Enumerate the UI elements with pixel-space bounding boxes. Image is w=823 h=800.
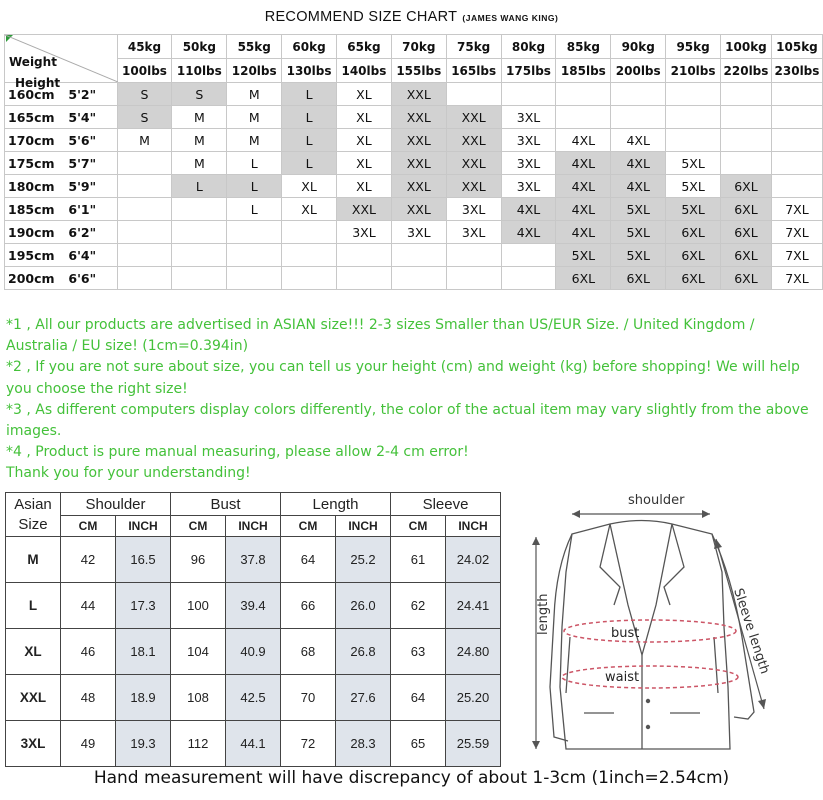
size-cell	[446, 83, 501, 106]
weight-kg-header: 80kg	[501, 35, 556, 59]
size-cell	[611, 106, 666, 129]
weight-lbs-header: 100lbs	[117, 59, 172, 83]
size-cell	[227, 221, 282, 244]
weight-lbs-header: 210lbs	[666, 59, 721, 83]
measure-size: XL	[6, 629, 61, 675]
measure-cm-value: 66	[281, 583, 336, 629]
measure-inch-value: 24.41	[446, 583, 501, 629]
weight-lbs-header: 185lbs	[556, 59, 611, 83]
size-cell: M	[117, 129, 172, 152]
height-ft: 6'1"	[62, 198, 117, 221]
size-cell	[172, 267, 227, 290]
chart-title	[0, 6, 823, 25]
size-cell: XXL	[391, 106, 446, 129]
size-cell	[666, 83, 721, 106]
recommend-size-grid	[4, 34, 823, 290]
size-cell: 6XL	[611, 267, 666, 290]
size-cell	[227, 244, 282, 267]
measure-inch-value: 26.8	[336, 629, 391, 675]
size-cell: 5XL	[666, 198, 721, 221]
unit-inch-header: INCH	[226, 516, 281, 537]
chart-title-main: RECOMMEND SIZE CHART	[264, 9, 458, 25]
size-cell	[721, 152, 772, 175]
size-cell: XXL	[446, 152, 501, 175]
height-cm: 185cm	[5, 198, 63, 221]
height-cm: 160cm	[5, 83, 63, 106]
size-cell: 3XL	[501, 106, 556, 129]
size-cell: 6XL	[666, 267, 721, 290]
size-cell: 3XL	[501, 129, 556, 152]
height-ft: 5'6"	[62, 129, 117, 152]
size-cell: 7XL	[771, 267, 822, 290]
measure-cm-value: 48	[61, 675, 116, 721]
size-cell	[282, 244, 337, 267]
weight-lbs-header: 230lbs	[771, 59, 822, 83]
size-cell	[501, 267, 556, 290]
height-cm: 200cm	[5, 267, 63, 290]
weight-kg-header: 50kg	[172, 35, 227, 59]
measurement-table	[5, 492, 501, 767]
measure-cm-value: 42	[61, 537, 116, 583]
measure-inch-value: 25.59	[446, 721, 501, 767]
notes-block	[6, 315, 818, 485]
size-cell	[501, 244, 556, 267]
weight-lbs-header: 130lbs	[282, 59, 337, 83]
size-cell: 4XL	[611, 129, 666, 152]
weight-kg-header: 75kg	[446, 35, 501, 59]
size-grid-row	[5, 267, 823, 290]
measure-cm-value: 108	[171, 675, 226, 721]
size-cell: 7XL	[771, 244, 822, 267]
unit-cm-header: CM	[61, 516, 116, 537]
unit-cm-header: CM	[171, 516, 226, 537]
size-cell: 4XL	[611, 152, 666, 175]
weight-kg-header: 100kg	[721, 35, 772, 59]
size-cell	[117, 152, 172, 175]
size-cell	[337, 267, 392, 290]
height-cm: 175cm	[5, 152, 63, 175]
size-grid-row	[5, 175, 823, 198]
size-cell	[227, 267, 282, 290]
weight-lbs-header: 200lbs	[611, 59, 666, 83]
measure-cm-value: 46	[61, 629, 116, 675]
size-cell: 5XL	[611, 221, 666, 244]
measure-size: L	[6, 583, 61, 629]
measure-row	[6, 721, 501, 767]
size-cell: 6XL	[721, 267, 772, 290]
size-cell	[337, 244, 392, 267]
size-cell: 4XL	[501, 198, 556, 221]
shoulder-label: shoulder	[628, 493, 685, 508]
size-cell: M	[172, 152, 227, 175]
weight-kg-header: 95kg	[666, 35, 721, 59]
note-thanks: Thank you for your understanding!	[6, 465, 251, 482]
size-cell: 4XL	[556, 152, 611, 175]
height-ft: 5'7"	[62, 152, 117, 175]
measure-inch-value: 16.5	[116, 537, 171, 583]
size-cell: M	[172, 106, 227, 129]
note-1: *1 , All our products are advertised in ASIAN size!!! 2-3 sizes Smaller than US/EUR Size. / United Kingdom / Australia / EU size! (1cm=0.394in)	[6, 317, 755, 355]
size-cell: XL	[337, 152, 392, 175]
size-cell: L	[282, 106, 337, 129]
group-shoulder: Shoulder	[61, 493, 171, 516]
size-cell: L	[282, 129, 337, 152]
size-cell: XXL	[446, 106, 501, 129]
size-cell: L	[282, 152, 337, 175]
size-cell: 5XL	[666, 175, 721, 198]
size-cell: XXL	[391, 83, 446, 106]
measure-cm-value: 100	[171, 583, 226, 629]
measure-inch-value: 37.8	[226, 537, 281, 583]
size-cell	[771, 129, 822, 152]
size-cell: 5XL	[611, 198, 666, 221]
measure-inch-value: 44.1	[226, 721, 281, 767]
weight-kg-header: 55kg	[227, 35, 282, 59]
weight-kg-header: 105kg	[771, 35, 822, 59]
weight-lbs-header: 110lbs	[172, 59, 227, 83]
jacket-diagram	[510, 487, 810, 762]
size-cell: 6XL	[666, 221, 721, 244]
size-cell: XL	[337, 129, 392, 152]
weight-kg-header: 70kg	[391, 35, 446, 59]
size-cell: XXL	[391, 152, 446, 175]
footer-note: Hand measurement will have discrepancy of about 1-3cm (1inch=2.54cm)	[93, 768, 730, 788]
size-cell: S	[172, 83, 227, 106]
size-cell: 6XL	[721, 221, 772, 244]
measure-inch-value: 24.80	[446, 629, 501, 675]
measure-size: XXL	[6, 675, 61, 721]
note-3: *3 , As different computers display colors differently, the color of the actual item may vary slightly from the above images.	[6, 401, 809, 440]
size-grid-row	[5, 106, 823, 129]
size-cell	[556, 106, 611, 129]
weight-kg-header: 45kg	[117, 35, 172, 59]
measure-row	[6, 537, 501, 583]
measure-cm-value: 65	[391, 721, 446, 767]
size-cell	[721, 106, 772, 129]
size-cell	[117, 267, 172, 290]
size-cell: 6XL	[721, 175, 772, 198]
size-grid-row	[5, 221, 823, 244]
size-cell: 4XL	[556, 175, 611, 198]
measure-inch-value: 19.3	[116, 721, 171, 767]
measure-cm-value: 104	[171, 629, 226, 675]
asian-size-header	[6, 493, 61, 537]
size-cell: XXL	[391, 175, 446, 198]
measure-cm-value: 112	[171, 721, 226, 767]
size-cell	[117, 244, 172, 267]
height-cm: 180cm	[5, 175, 63, 198]
weight-lbs-header: 140lbs	[337, 59, 392, 83]
unit-cm-header: CM	[281, 516, 336, 537]
size-cell: M	[172, 129, 227, 152]
size-cell: 3XL	[501, 152, 556, 175]
asian-size-line2: Size	[18, 515, 48, 533]
unit-inch-header: INCH	[446, 516, 501, 537]
size-cell	[666, 129, 721, 152]
measure-inch-value: 28.3	[336, 721, 391, 767]
size-cell: 7XL	[771, 221, 822, 244]
size-cell	[391, 244, 446, 267]
size-cell: XXL	[446, 129, 501, 152]
note-4: *4 , Product is pure manual measuring, please allow 2-4 cm error!	[6, 444, 469, 461]
jacket-outline	[550, 521, 754, 750]
measure-cm-value: 63	[391, 629, 446, 675]
height-ft: 5'9"	[62, 175, 117, 198]
measure-row	[6, 583, 501, 629]
size-cell	[282, 267, 337, 290]
height-cm: 165cm	[5, 106, 63, 129]
size-cell: 4XL	[556, 198, 611, 221]
height-ft: 6'4"	[62, 244, 117, 267]
corner-weight-label: Weight	[9, 55, 57, 69]
size-cell: XXL	[391, 129, 446, 152]
length-label: length	[536, 593, 551, 635]
size-cell	[771, 175, 822, 198]
measure-inch-value: 39.4	[226, 583, 281, 629]
weight-lbs-header: 155lbs	[391, 59, 446, 83]
size-grid-row	[5, 129, 823, 152]
size-cell	[172, 244, 227, 267]
measure-size: M	[6, 537, 61, 583]
size-cell	[172, 221, 227, 244]
size-cell: M	[227, 129, 282, 152]
note-2: *2 , If you are not sure about size, you can tell us your height (cm) and weight (kg) before shopping! We will help you choose the right size!	[6, 359, 800, 397]
size-cell: 3XL	[501, 175, 556, 198]
size-cell: 6XL	[666, 244, 721, 267]
chart-title-brand: (JAMES WANG KING)	[462, 13, 559, 23]
measure-size: 3XL	[6, 721, 61, 767]
size-cell	[771, 152, 822, 175]
size-cell: M	[227, 83, 282, 106]
bust-marker	[564, 620, 736, 642]
weight-lbs-header: 220lbs	[721, 59, 772, 83]
measure-cm-value: 64	[391, 675, 446, 721]
corner-height-label: Height	[15, 76, 61, 90]
weight-kg-header: 60kg	[282, 35, 337, 59]
measure-cm-value: 61	[391, 537, 446, 583]
measure-inch-value: 25.2	[336, 537, 391, 583]
size-cell: XXL	[337, 198, 392, 221]
measure-inch-value: 17.3	[116, 583, 171, 629]
size-grid-row	[5, 83, 823, 106]
size-cell: 4XL	[556, 221, 611, 244]
measure-inch-value: 26.0	[336, 583, 391, 629]
size-cell: 5XL	[666, 152, 721, 175]
unit-cm-header: CM	[391, 516, 446, 537]
weight-lbs-header: 165lbs	[446, 59, 501, 83]
group-sleeve: Sleeve	[391, 493, 501, 516]
size-cell	[446, 267, 501, 290]
size-cell	[666, 106, 721, 129]
height-cm: 190cm	[5, 221, 63, 244]
size-cell	[501, 83, 556, 106]
height-ft: 6'6"	[62, 267, 117, 290]
weight-kg-header: 90kg	[611, 35, 666, 59]
size-cell: L	[227, 152, 282, 175]
group-bust: Bust	[171, 493, 281, 516]
weight-kg-header: 85kg	[556, 35, 611, 59]
size-grid-row	[5, 198, 823, 221]
asian-size-line1: Asian	[14, 495, 52, 513]
size-cell: XXL	[446, 175, 501, 198]
size-cell: XXL	[391, 198, 446, 221]
size-cell	[771, 106, 822, 129]
size-cell: L	[282, 83, 337, 106]
size-cell	[117, 175, 172, 198]
bust-label: bust	[611, 626, 640, 641]
group-length: Length	[281, 493, 391, 516]
measure-cm-value: 62	[391, 583, 446, 629]
size-cell: XL	[282, 198, 337, 221]
weight-lbs-header: 175lbs	[501, 59, 556, 83]
size-cell	[611, 83, 666, 106]
size-cell: 4XL	[556, 129, 611, 152]
measure-row	[6, 675, 501, 721]
size-cell: 6XL	[556, 267, 611, 290]
size-cell: 7XL	[771, 198, 822, 221]
size-cell: L	[172, 175, 227, 198]
size-cell	[117, 198, 172, 221]
measure-cm-value: 64	[281, 537, 336, 583]
size-cell: XL	[337, 83, 392, 106]
measure-cm-value: 96	[171, 537, 226, 583]
size-cell: S	[117, 106, 172, 129]
height-ft: 5'2"	[62, 83, 117, 106]
size-cell: XL	[282, 175, 337, 198]
measure-row	[6, 629, 501, 675]
waist-label: waist	[605, 670, 640, 685]
measure-inch-value: 40.9	[226, 629, 281, 675]
size-cell: L	[227, 198, 282, 221]
size-cell: 6XL	[721, 244, 772, 267]
measure-cm-value: 44	[61, 583, 116, 629]
size-cell	[771, 83, 822, 106]
grid-corner	[5, 35, 118, 90]
size-cell	[721, 83, 772, 106]
size-cell: 6XL	[721, 198, 772, 221]
unit-inch-header: INCH	[336, 516, 391, 537]
weight-lbs-header: 120lbs	[227, 59, 282, 83]
size-cell: 3XL	[446, 198, 501, 221]
measure-cm-value: 72	[281, 721, 336, 767]
measure-inch-value: 42.5	[226, 675, 281, 721]
weight-kg-header: 65kg	[337, 35, 392, 59]
size-cell	[172, 198, 227, 221]
measure-cm-value: 70	[281, 675, 336, 721]
size-cell: M	[227, 106, 282, 129]
size-grid-row	[5, 244, 823, 267]
size-cell	[721, 129, 772, 152]
size-cell: 5XL	[556, 244, 611, 267]
measure-inch-value: 18.1	[116, 629, 171, 675]
measure-inch-value: 27.6	[336, 675, 391, 721]
size-cell: S	[117, 83, 172, 106]
height-cm: 170cm	[5, 129, 63, 152]
size-cell: 3XL	[337, 221, 392, 244]
measure-inch-value: 18.9	[116, 675, 171, 721]
size-cell	[117, 221, 172, 244]
size-cell	[282, 221, 337, 244]
height-ft: 5'4"	[62, 106, 117, 129]
size-cell: XL	[337, 175, 392, 198]
size-cell: L	[227, 175, 282, 198]
measure-inch-value: 24.02	[446, 537, 501, 583]
sleeve-label: Sleeve length	[730, 586, 773, 676]
measure-inch-value: 25.20	[446, 675, 501, 721]
size-cell: 3XL	[391, 221, 446, 244]
measure-cm-value: 68	[281, 629, 336, 675]
waist-marker	[562, 666, 738, 688]
height-ft: 6'2"	[62, 221, 117, 244]
size-cell	[556, 83, 611, 106]
size-cell: 4XL	[611, 175, 666, 198]
size-cell	[446, 244, 501, 267]
size-cell: 4XL	[501, 221, 556, 244]
size-grid-row	[5, 152, 823, 175]
unit-inch-header: INCH	[116, 516, 171, 537]
size-cell: 3XL	[446, 221, 501, 244]
measure-cm-value: 49	[61, 721, 116, 767]
height-cm: 195cm	[5, 244, 63, 267]
size-cell	[391, 267, 446, 290]
size-cell: XL	[337, 106, 392, 129]
size-cell: 5XL	[611, 244, 666, 267]
